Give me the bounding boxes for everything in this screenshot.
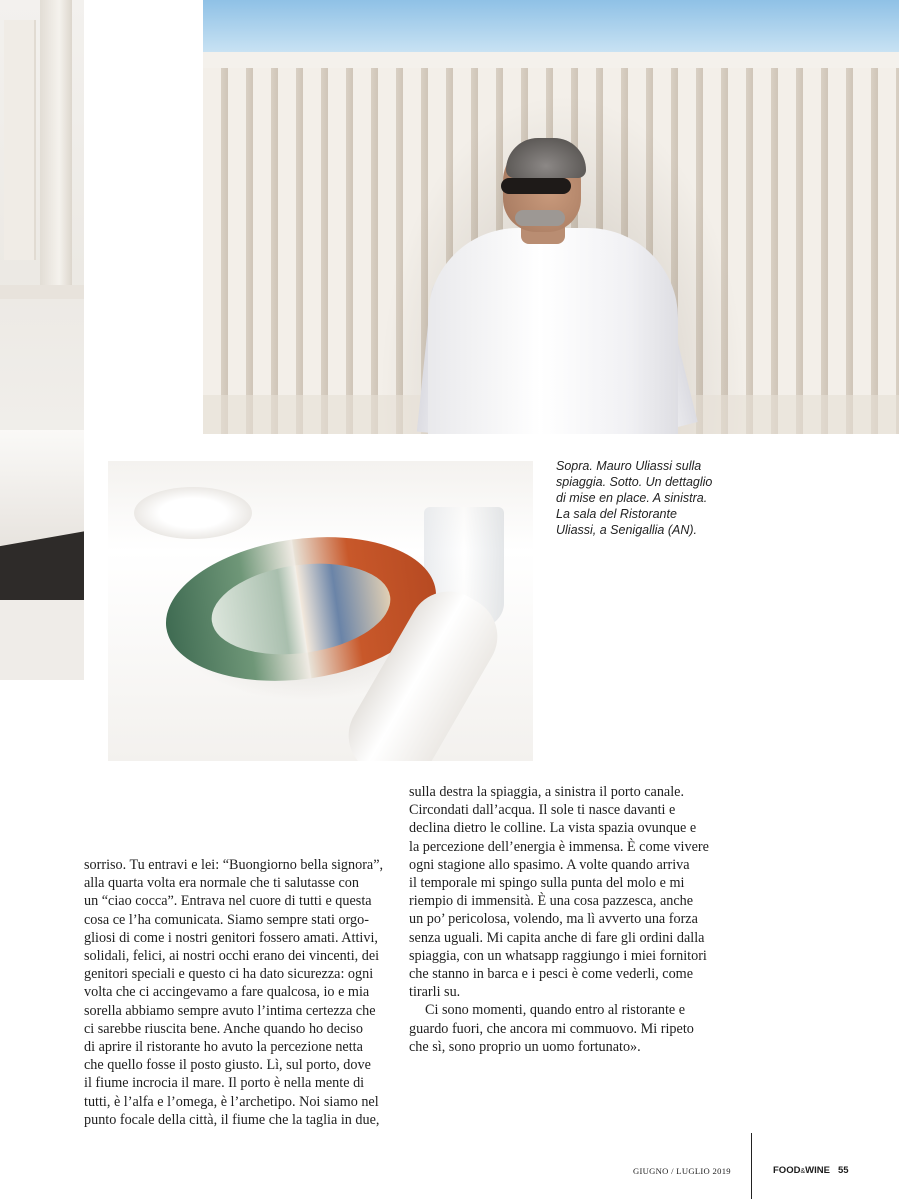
brand-part-1: FOOD (773, 1165, 801, 1176)
chef-beard (515, 210, 565, 226)
brand-part-2: WINE (805, 1165, 830, 1176)
text-line: tutti, è l’alfa e l’omega, è l’archetipo. Noi siamo nel (84, 1093, 379, 1110)
caption-line: di mise en place. A sinistra. (556, 491, 708, 505)
text-line: la percezione dell’energia è immensa. È come vivere (409, 838, 709, 855)
chef-portrait-photo (203, 0, 899, 434)
window-detail (4, 20, 36, 260)
caption-line: spiaggia. Sotto. Un dettaglio (556, 475, 713, 489)
text-line: sulla destra la spiaggia, a sinistra il porto canale. (409, 784, 684, 800)
sill-detail (0, 285, 84, 299)
text-line: alla quarta volta era normale che ti salutasse con (84, 875, 359, 892)
text-line: cosa ce l’ha comunicata. Siamo sempre stati orgo- (84, 911, 369, 928)
text-line: tirarli su. (409, 984, 461, 1001)
page-number: 55 (838, 1165, 849, 1176)
text-line: sorella abbiamo sempre avuto l’intima certezza che (84, 1002, 376, 1019)
text-line: che quello fosse il posto giusto. Lì, sul porto, dove (84, 1057, 371, 1074)
floor-detail (0, 600, 84, 680)
caption-line: La sala del Ristorante (556, 507, 677, 521)
caption-line: Sopra. Mauro Uliassi sulla (556, 459, 702, 473)
text-line: genitori speciali e questo ci ha dato sicurezza: ogni (84, 966, 374, 983)
magazine-brand (773, 1165, 830, 1176)
chef-sunglasses (501, 178, 571, 194)
text-line: ogni stagione allo spasimo. A volte quando arriva (409, 856, 690, 873)
issue-date: GIUGNO / LUGLIO 2019 (633, 1166, 731, 1176)
text-line: spiaggia, con un whatsapp raggiungo i miei fornitori (409, 947, 707, 964)
brand-ampersand: & (800, 1168, 806, 1175)
text-line: solidali, felici, ai nostri occhi erano dei vincenti, dei (84, 948, 380, 965)
article-column-left (84, 856, 384, 1129)
bread-saucer (134, 487, 252, 539)
text-line: di aprire il ristorante ho avuto la percezione netta (84, 1039, 363, 1056)
table-detail (0, 430, 84, 550)
text-line: gliosi di come i nostri genitori fossero amati. Attivi, (84, 929, 378, 946)
text-line: Circondati dall’acqua. Il sole ti nasce davanti e (409, 802, 676, 819)
article-column-right (409, 783, 709, 1056)
text-line: un “ciao cocca”. Entrava nel cuore di tutti e questa (84, 893, 372, 910)
text-line: che sì, sono proprio un uomo fortunato». (409, 1038, 641, 1055)
plate-center (206, 553, 396, 665)
sky-area (203, 0, 899, 52)
text-line: sorriso. Tu entravi e lei: “Buongiorno bella signora”, (84, 857, 384, 873)
text-line: guardo fuori, che ancora mi commuovo. Mi ripeto (409, 1020, 694, 1037)
text-line: ci sarebbe riuscita bene. Anche quando ho deciso (84, 1020, 363, 1037)
text-line: il fiume incrocia il mare. Il porto è nella mente di (84, 1075, 365, 1092)
text-line: che stanno in barca e i pesci è come vederli, come (409, 966, 694, 983)
text-line: senza uguali. Mi capita anche di fare gli ordini dalla (409, 929, 705, 946)
text-line: un po’ pericolosa, volendo, ma lì avverto una forza (409, 911, 698, 928)
caption-line: Uliassi, a Senigallia (AN). (556, 523, 698, 537)
restaurant-room-photo (0, 0, 84, 680)
pillar-detail (40, 0, 72, 290)
text-line: punto focale della città, il fiume che la taglia in due, (84, 1111, 380, 1128)
mise-en-place-photo (108, 461, 533, 761)
footer-divider (751, 1133, 752, 1199)
text-line: riempio di immensità. È una cosa pazzesca, anche (409, 893, 694, 910)
text-line: Ci sono momenti, quando entro al ristorante e (425, 1002, 686, 1019)
chef-jacket (428, 228, 678, 434)
text-line: volta che ci accingevamo a fare qualcosa, io e mia (84, 984, 370, 1001)
text-line: il temporale mi spingo sulla punta del molo e mi (409, 875, 685, 892)
text-line: declina dietro le colline. La vista spazia ovunque e (409, 820, 697, 837)
photo-caption (556, 458, 736, 538)
